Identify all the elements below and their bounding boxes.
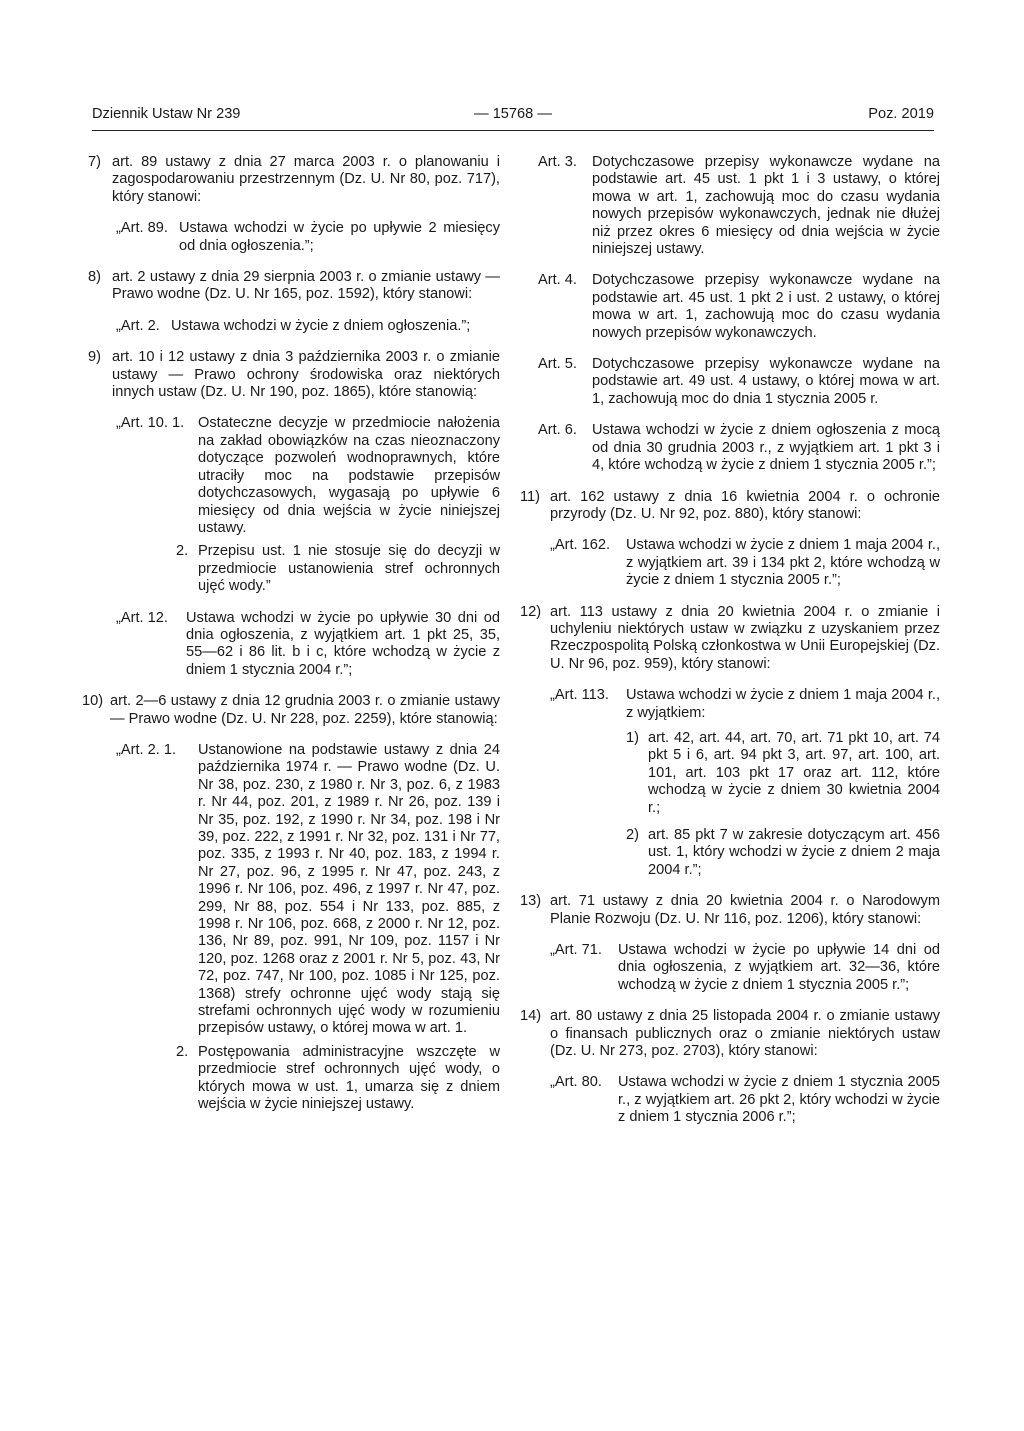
list-item [88,349,500,401]
quoted-article [550,1074,940,1126]
quoted-subpoint [626,730,940,817]
article-label: „Art. 2. [116,317,160,334]
journal-title: Dziennik Ustaw Nr 239 [92,106,241,122]
article-text: Ustawa wchodzi w życie po upływie 14 dni od dnia ogłoszenia, z wyjątkiem art. 32—36, które wchodzą w życie z dniem 1 stycznia 2005 r.”; [618,942,940,993]
quoted-article [116,318,500,335]
paragraph-number: 2. [176,543,189,560]
quoted-paragraph [176,1044,500,1114]
list-item [520,489,940,524]
item-text: art. 10 i 12 ustawy z dnia 3 października 2003 r. o zmianie ustawy — Prawo ochrony środowiska oraz niektórych innych ustaw (Dz. U. Nr 190, poz. 1865), które stanowią: [112,349,500,401]
article-label: Art. 5. [538,356,577,373]
item-text: art. 89 ustawy z dnia 27 marca 2003 r. o planowaniu i zagospodarowaniu przestrzennym (Dz. U. Nr 80, poz. 717), który stanowi: [112,154,500,205]
article-text: Ustawa wchodzi w życie z dniem ogłoszenia.”; [171,317,471,334]
quoted-article [538,272,940,342]
item-number: 8) [88,269,101,286]
article-text: Dotychczasowe przepisy wykonawcze wydane na podstawie art. 45 ust. 1 pkt 1 i 3 ustawy, o której mowa w art. 1, zachowują moc do czasu wydania nowych przepisów wykonawczych, jednak nie dłużej niż przez okres 6 miesięcy od dnia wejścia w życie niniejszej ustawy. [592,154,940,258]
list-item [88,154,500,206]
item-text: art. 71 ustawy z dnia 20 kwietnia 2004 r. o Narodowym Planie Rozwoju (Dz. U. Nr 116, poz. 1206), który stanowi: [550,893,940,927]
article-label: „Art. 113. [550,687,609,704]
paragraph-text: Przepisu ust. 1 nie stosuje się do decyzji w przedmiocie ustanowienia stref ochronnych ujęć wody.” [198,543,500,595]
article-text: Ostateczne decyzje w przedmiocie nałożenia na zakład obowiązków na czas nieoznaczony dotyczące pozwoleń wodnoprawnych, które utraciły moc na podstawie przepisów dotychczasowych, wygasają po upływie 6 miesięcy od dnia wejścia w życie niniejszej ustawy. [198,415,500,536]
quoted-article [550,687,940,722]
page-number: — 15768 — [474,106,552,122]
item-number: 10) [82,693,104,710]
article-text: Ustawa wchodzi w życie po upływie 2 miesięcy od dnia ogłoszenia.”; [179,220,500,254]
item-text: art. 2—6 ustawy z dnia 12 grudnia 2003 r. o zmianie ustawy — Prawo wodne (Dz. U. Nr 228, poz. 2259), które stanowią: [110,693,500,727]
article-text: Ustawa wchodzi w życie z dniem ogłoszenia z mocą od dnia 30 grudnia 2003 r., z wyjątkiem art. 1 pkt 3 i 4, które wchodzą w życie z dniem 1 stycznia 2005 r.”; [592,422,940,474]
article-label: „Art. 2. 1. [116,741,177,758]
article-label: „Art. 12. [116,609,168,626]
list-item [520,893,940,928]
quoted-article [538,422,940,474]
item-text: art. 80 ustawy z dnia 25 listopada 2004 r. o zmianie ustawy o finansach publicznych oraz o zmianie niektórych ustaw (Dz. U. Nr 273, poz. 2703), który stanowi: [550,1008,940,1060]
list-item [88,269,500,304]
list-item [520,604,940,674]
position-number: Poz. 2019 [868,106,934,122]
quoted-article [116,742,500,1038]
page-header [92,106,934,131]
article-text: Ustanowione na podstawie ustawy z dnia 24 października 1974 r. — Prawo wodne (Dz. U. Nr 38, poz. 230, z 1980 r. Nr 3, poz. 6, z 1983 r. Nr 44, poz. 201, z 1989 r. Nr 26, poz. 139 i Nr 35, poz. 192, z 1990 r. Nr 34, poz. 198 i Nr 39, poz. 222, z 1991 r. Nr 32, poz. 131 i Nr 77, poz. 335, z 1993 r. Nr 40, poz. 183, z 1994 r. Nr 27, poz. 96, z 1995 r. Nr 47, poz. 243, z 1996 r. Nr 106, poz. 496, z 1997 r. Nr 47, poz. 299, Nr 88, poz. 554 i Nr 133, poz. 885, z 1998 r. Nr 106, poz. 668, z 2000 r. Nr 12, poz. 136, Nr 89, poz. 991, Nr 109, poz. 1157 i Nr 120, poz. 1268 oraz z 2001 r. Nr 5, poz. 43, Nr 72, poz. 747, Nr 100, poz. 1085 i Nr 125, poz. 1368) strefy ochronne ujęć wody stają się strefami ochronnych ujęć wody w rozumieniu przepisów ustawy, o której mowa w art. 1. [198,741,500,1037]
list-item [520,1008,940,1060]
quoted-article [550,537,940,589]
quoted-article [550,942,940,994]
quoted-subpoint [626,827,940,879]
item-number: 11) [520,488,541,505]
article-label: „Art. 80. [550,1074,602,1091]
quoted-article [116,610,500,680]
article-label: „Art. 71. [550,942,602,959]
article-label: Art. 4. [538,272,577,289]
quoted-article [538,154,940,258]
item-number: 14) [520,1008,542,1025]
article-label: Art. 3. [538,154,577,170]
item-number: 13) [520,893,542,910]
list-item [82,693,500,728]
item-text: art. 2 ustawy z dnia 29 sierpnia 2003 r. o zmianie ustawy — Prawo wodne (Dz. U. Nr 165, poz. 1592), który stanowi: [112,269,500,303]
article-label: Art. 6. [538,422,577,439]
item-text: art. 162 ustawy z dnia 16 kwietnia 2004 r. o ochronie przyrody (Dz. U. Nr 92, poz. 880), który stanowi: [550,488,940,522]
quoted-article [538,356,940,408]
subpoint-text: art. 42, art. 44, art. 70, art. 71 pkt 10, art. 74 pkt 5 i 6, art. 94 pkt 3, art. 97, art. 100, art. 101, art. 103 pkt 17 oraz art. 112, które wchodzą w życie z dniem 30 kwietnia 2004 r.; [648,729,940,816]
quoted-article [116,220,500,255]
article-text: Ustawa wchodzi w życie z dniem 1 stycznia 2005 r., z wyjątkiem art. 26 pkt 2, który wchodzi w życie z dniem 1 stycznia 2006 r.”; [618,1074,940,1126]
article-text: Ustawa wchodzi w życie po upływie 30 dni od dnia ogłoszenia, z wyjątkiem art. 1 pkt 25, 35, 55—62 i 86 lit. b i c, które wchodzą w życie z dniem 1 stycznia 2004 r.”; [186,609,500,678]
subpoint-text: art. 85 pkt 7 w zakresie dotyczącym art. 456 ust. 1, który wchodzi w życie z dniem 2 maja 2004 r.”; [648,827,940,878]
article-text: Dotychczasowe przepisy wykonawcze wydane na podstawie art. 45 ust. 1 pkt 2 i ust. 2 ustawy, o której mowa w art. 1, zachowują moc do czasu wydania nowych przepisów wykonawczych. [592,272,940,341]
paragraph-number: 2. [176,1043,189,1060]
article-text: Ustawa wchodzi w życie z dniem 1 maja 2004 r., z wyjątkiem: [626,687,940,721]
article-text: Ustawa wchodzi w życie z dniem 1 maja 2004 r., z wyjątkiem art. 39 i 134 pkt 2, które wchodzą w życie z dniem 1 stycznia 2005 r.”; [626,537,940,589]
item-number: 7) [88,154,101,170]
subpoint-number: 1) [626,729,639,746]
right-column [520,154,940,1141]
quoted-paragraph [176,543,500,595]
article-label: „Art. 162. [550,537,611,554]
article-label: „Art. 10. 1. [116,415,185,432]
article-text: Dotychczasowe przepisy wykonawcze wydane na podstawie art. 49 ust. 4 ustawy, o której mowa w art. 1, zachowują moc do dnia 1 stycznia 2005 r. [592,356,940,407]
item-text: art. 113 ustawy z dnia 20 kwietnia 2004 r. o zmianie i uchyleniu niektórych ustaw w związku z uzyskaniem przez Rzeczpospolitą Polską członkostwa w Unii Europejskiej (Dz. U. Nr 96, poz. 959), który stanowi: [550,603,940,672]
quoted-article [116,415,500,537]
subpoint-number: 2) [626,827,639,843]
paragraph-text: Postępowania administracyjne wszczęte w przedmiocie stref ochronnych ujęć wody, o których mowa w ust. 1, umarza się z dniem wejścia w życie niniejszej ustawy. [198,1043,500,1113]
left-column [82,154,500,1128]
item-number: 12) [520,603,542,620]
article-label: „Art. 89. [116,220,168,237]
item-number: 9) [88,349,101,366]
